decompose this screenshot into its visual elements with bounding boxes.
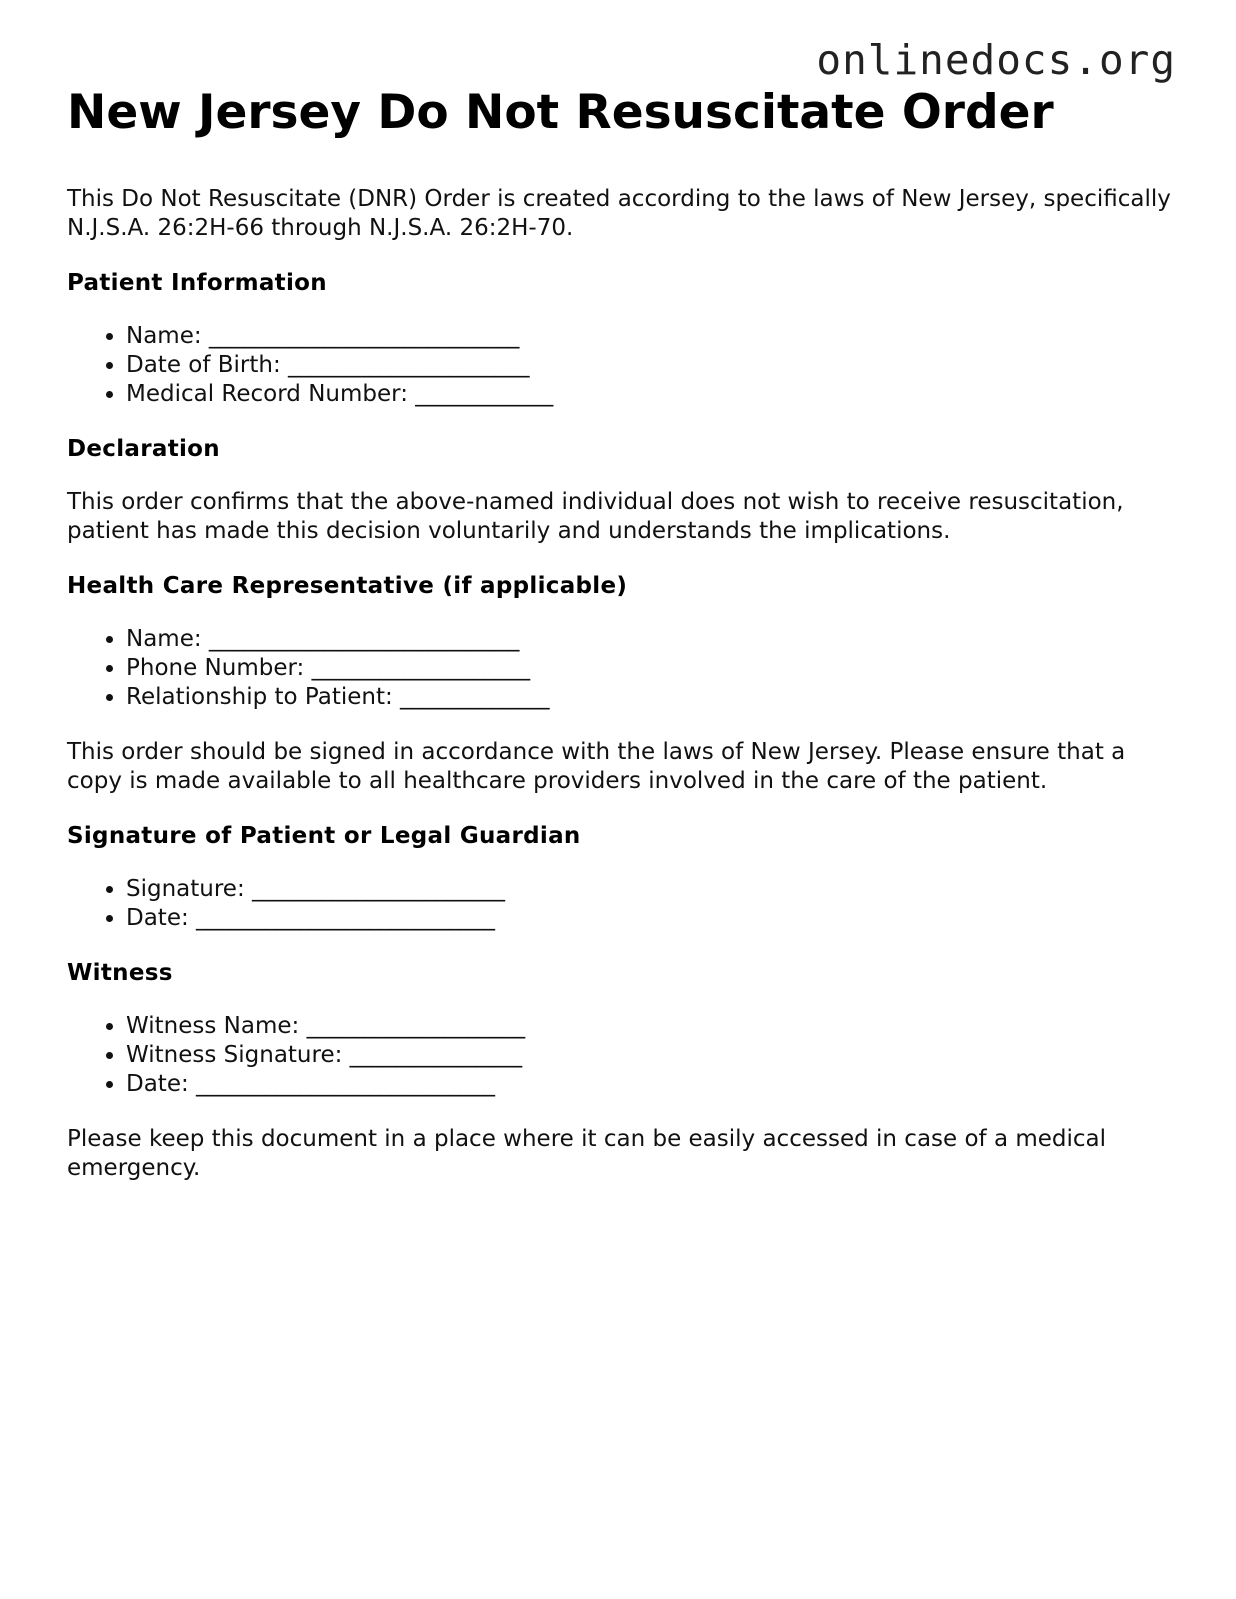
declaration-text: This order confirms that the above-named individual does not wish to receive resuscitation, patient has made this decision voluntarily and understands the implications. bbox=[67, 488, 1124, 544]
closing-paragraph: Please keep this document in a place where it can be easily accessed in case of a medical emergency. bbox=[67, 1125, 1107, 1181]
representative-relationship-field: • Relationship to Patient: _____________ bbox=[126, 683, 1177, 712]
representative-name-field: • Name: ___________________________ bbox=[126, 625, 1177, 654]
patient-info-heading: Patient Information bbox=[67, 269, 327, 296]
signing-note: This order should be signed in accordance with the laws of New Jersey. Please ensure that a copy is made available to all healthcare providers involved in the care of the patient. bbox=[67, 738, 1126, 794]
patient-mrn-field: • Medical Record Number: ____________ bbox=[126, 380, 1177, 409]
signature-heading: Signature of Patient or Legal Guardian bbox=[67, 822, 581, 849]
patient-dob-field: • Date of Birth: _____________________ bbox=[126, 351, 1177, 380]
document-page bbox=[67, 84, 1177, 1209]
witness-list bbox=[67, 1012, 1177, 1099]
witness-name-field: • Witness Name: ___________________ bbox=[126, 1012, 1177, 1041]
witness-heading: Witness bbox=[67, 959, 173, 986]
patient-name-field: • Name: ___________________________ bbox=[126, 322, 1177, 351]
representative-list bbox=[67, 625, 1177, 712]
signature-date-field: • Date: __________________________ bbox=[126, 904, 1177, 933]
witness-date-field: • Date: __________________________ bbox=[126, 1070, 1177, 1099]
representative-heading: Health Care Representative (if applicable) bbox=[67, 572, 628, 599]
signature-list bbox=[67, 875, 1177, 933]
patient-info-list bbox=[67, 322, 1177, 409]
signature-field: • Signature: ______________________ bbox=[126, 875, 1177, 904]
intro-paragraph: This Do Not Resuscitate (DNR) Order is created according to the laws of New Jersey, specifically N.J.S.A. 26:2H-66 through N.J.S.A. 26:2H-70. bbox=[67, 185, 1171, 241]
declaration-heading: Declaration bbox=[67, 435, 220, 462]
watermark: onlinedocs.org bbox=[816, 36, 1176, 84]
page-title: New Jersey Do Not Resuscitate Order bbox=[67, 85, 1054, 140]
witness-signature-field: • Witness Signature: _______________ bbox=[126, 1041, 1177, 1070]
representative-phone-field: • Phone Number: ___________________ bbox=[126, 654, 1177, 683]
